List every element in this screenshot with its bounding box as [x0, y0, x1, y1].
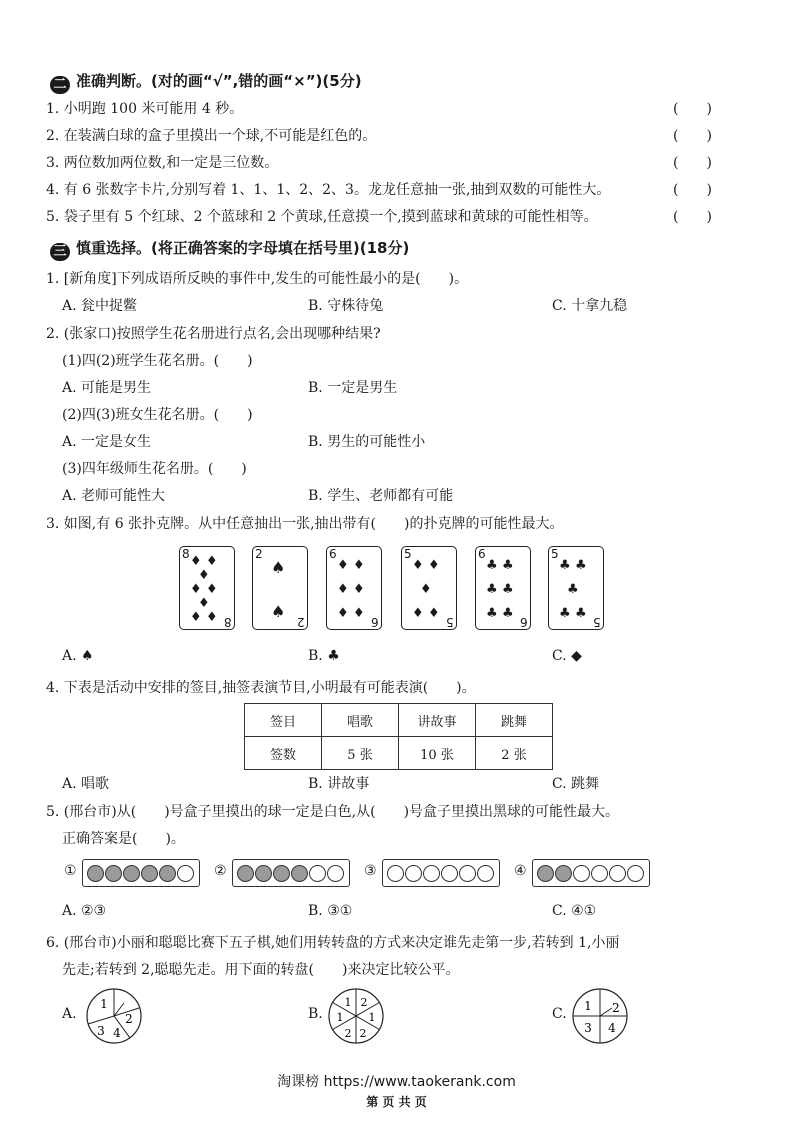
card-rank: 6 — [520, 615, 528, 629]
card-rank: 6 — [371, 615, 379, 629]
box-label: ④ — [514, 863, 527, 879]
playing-card — [179, 546, 235, 630]
spinner-b-label: 1 — [368, 1011, 376, 1024]
box-label: ③ — [364, 863, 377, 879]
q3-option-a[interactable]: A. ♠ — [62, 648, 94, 664]
judge-paren-2[interactable]: ( ) — [673, 128, 712, 144]
card-suit-icon: ♣ — [486, 606, 498, 621]
q3-option-c[interactable]: C. ◆ — [552, 648, 582, 664]
card-suit-icon: ♦ — [337, 582, 349, 597]
section3-heading — [50, 237, 409, 261]
choice-q6-line2: 先走;若转到 2,聪聪先走。用下面的转盘( )来决定比较公平。 — [62, 962, 460, 978]
choice-q5-line2: 正确答案是( )。 — [62, 831, 185, 847]
card-suit-icon: ♦ — [206, 554, 218, 569]
draw-table-row — [245, 737, 553, 770]
card-suit-icon: ♦ — [428, 606, 440, 621]
q1-option-a[interactable]: A. 瓮中捉鳖 — [62, 298, 138, 314]
spinner-c-label: 3 — [584, 1021, 592, 1035]
judge-item-3: 3. 两位数加两位数,和一定是三位数。 — [46, 155, 279, 171]
grey-ball — [537, 865, 554, 882]
q6-option-a[interactable]: A. — [62, 1006, 77, 1022]
q2-sub3-option-a[interactable]: A. 老师可能性大 — [62, 488, 166, 504]
judge-item-1: 1. 小明跑 100 米可能用 4 秒。 — [46, 101, 244, 117]
card-rank: 5 — [446, 615, 454, 629]
white-ball — [405, 865, 422, 882]
card-suit-icon: ♦ — [206, 582, 218, 597]
spinner-c — [570, 986, 630, 1046]
ball-box — [532, 859, 650, 887]
card-suit-icon: ♦ — [353, 558, 365, 573]
card-suit-icon: ♣ — [559, 558, 571, 573]
judge-paren-5[interactable]: ( ) — [673, 209, 712, 225]
white-ball — [459, 865, 476, 882]
box-label: ① — [64, 863, 77, 879]
white-ball — [177, 865, 194, 882]
section2-heading — [50, 70, 362, 94]
card-suit-icon: ♦ — [428, 558, 440, 573]
spinner-b-label: 2 — [344, 1027, 352, 1040]
grey-ball — [141, 865, 158, 882]
choice-q5: 5. (邢台市)从( )号盒子里摸出的球一定是白色,从( )号盒子里摸出黑球的可能性最大。 — [46, 804, 620, 820]
white-ball — [387, 865, 404, 882]
section3-badge: 三 — [50, 243, 70, 261]
judge-paren-3[interactable]: ( ) — [673, 155, 712, 171]
q4-option-a[interactable]: A. 唱歌 — [62, 776, 110, 792]
spinner-b-label: 2 — [360, 996, 368, 1009]
ball-box — [382, 859, 500, 887]
card-suit-icon: ♦ — [190, 582, 202, 597]
card-rank: 2 — [255, 547, 263, 561]
grey-ball — [237, 865, 254, 882]
playing-card — [548, 546, 604, 630]
white-ball — [423, 865, 440, 882]
spinner-a-label: 3 — [97, 1024, 105, 1038]
table-cell: 签数 — [245, 737, 322, 770]
q3-option-b[interactable]: B. ♣ — [308, 648, 340, 664]
q2-sub1: (1)四(2)班学生花名册。( ) — [62, 353, 253, 369]
q6-option-b[interactable]: B. — [308, 1006, 323, 1022]
q2-sub2: (2)四(3)班女生花名册。( ) — [62, 407, 253, 423]
judge-item-5: 5. 袋子里有 5 个红球、2 个蓝球和 2 个黄球,任意摸一个,摸到蓝球和黄球的可能性相等。 — [46, 209, 598, 225]
card-suit-icon: ♦ — [420, 582, 432, 597]
card-suit-icon: ♦ — [353, 606, 365, 621]
card-suit-icon: ♣ — [502, 558, 514, 573]
white-ball — [309, 865, 326, 882]
table-cell: 2 张 — [476, 737, 553, 770]
white-ball — [477, 865, 494, 882]
card-suit-icon: ♣ — [502, 606, 514, 621]
card-suit-icon: ♣ — [486, 582, 498, 597]
section2-badge: 二 — [50, 76, 70, 94]
card-suit-icon: ♣ — [575, 606, 587, 621]
playing-card — [401, 546, 457, 630]
footer-page: 第 页 共 页 — [366, 1095, 427, 1109]
choice-q1: 1. [新角度]下列成语所反映的事件中,发生的可能性最小的是( )。 — [46, 271, 469, 287]
q2-sub2-option-b[interactable]: B. 男生的可能性小 — [308, 434, 426, 450]
q4-option-b[interactable]: B. 讲故事 — [308, 776, 370, 792]
card-suit-icon: ♣ — [559, 606, 571, 621]
grey-ball — [159, 865, 176, 882]
playing-card — [475, 546, 531, 630]
card-rank: 5 — [404, 547, 412, 561]
q5-option-a[interactable]: A. ②③ — [62, 903, 107, 919]
card-suit-icon: ♣ — [567, 582, 579, 597]
card-rank: 5 — [551, 547, 559, 561]
card-suit-icon: ♦ — [190, 554, 202, 569]
card-suit-icon: ♦ — [353, 582, 365, 597]
card-rank: 8 — [224, 615, 232, 629]
table-cell: 签目 — [245, 704, 322, 737]
card-suit-icon: ♦ — [337, 558, 349, 573]
card-suit-icon: ♦ — [412, 558, 424, 573]
box-label: ② — [214, 863, 227, 879]
q2-sub2-option-a[interactable]: A. 一定是女生 — [62, 434, 152, 450]
q2-sub1-option-b[interactable]: B. 一定是男生 — [308, 380, 398, 396]
q5-option-c[interactable]: C. ④① — [552, 903, 597, 919]
card-suit-icon: ♣ — [486, 558, 498, 573]
table-cell: 唱歌 — [322, 704, 399, 737]
spinner-a — [84, 986, 144, 1046]
white-ball — [591, 865, 608, 882]
grey-ball — [87, 865, 104, 882]
card-suit-icon: ♦ — [412, 606, 424, 621]
spinner-a-label: 1 — [100, 997, 108, 1011]
q2-sub3-option-b[interactable]: B. 学生、老师都有可能 — [308, 488, 454, 504]
grey-ball — [291, 865, 308, 882]
judge-paren-4[interactable]: ( ) — [673, 182, 712, 198]
white-ball — [441, 865, 458, 882]
card-suit-icon: ♠ — [271, 602, 286, 621]
table-cell: 讲故事 — [399, 704, 476, 737]
white-ball — [627, 865, 644, 882]
card-rank: 5 — [593, 615, 601, 629]
spinner-b-label: 1 — [344, 996, 352, 1009]
ball-box — [232, 859, 350, 887]
card-rank: 8 — [182, 547, 190, 561]
spinner-b-label: 1 — [336, 1011, 344, 1024]
playing-card — [326, 546, 382, 630]
spinner-b — [326, 986, 386, 1046]
table-cell: 跳舞 — [476, 704, 553, 737]
card-suit-icon: ♦ — [190, 610, 202, 625]
table-cell: 10 张 — [399, 737, 476, 770]
judge-paren-1[interactable]: ( ) — [673, 101, 712, 117]
playing-card — [252, 546, 308, 630]
card-suit-icon: ♣ — [575, 558, 587, 573]
grey-ball — [123, 865, 140, 882]
spinner-a-label: 2 — [125, 1012, 133, 1026]
card-suit-icon: ♦ — [198, 596, 210, 611]
choice-q4: 4. 下表是活动中安排的签目,抽签表演节目,小明最有可能表演( )。 — [46, 680, 476, 696]
draw-table-header — [245, 704, 553, 737]
white-ball — [609, 865, 626, 882]
choice-q2: 2. (张家口)按照学生花名册进行点名,会出现哪种结果? — [46, 326, 381, 342]
card-suit-icon: ♦ — [206, 610, 218, 625]
card-rank: 6 — [329, 547, 337, 561]
card-rank: 6 — [478, 547, 486, 561]
judge-item-4: 4. 有 6 张数字卡片,分别写着 1、1、1、2、2、3。龙龙任意抽一张,抽到双数的可能性大。 — [46, 182, 611, 198]
footer-site[interactable]: 淘课榜 https://www.taokerank.com — [277, 1074, 516, 1090]
grey-ball — [105, 865, 122, 882]
q5-option-b[interactable]: B. ③① — [308, 903, 353, 919]
spinner-b-label: 2 — [359, 1027, 367, 1040]
choice-q3: 3. 如图,有 6 张扑克牌。从中任意抽出一张,抽出带有( )的扑克牌的可能性最大。 — [46, 516, 564, 532]
table-cell: 5 张 — [322, 737, 399, 770]
spinner-c-label: 2 — [612, 1001, 620, 1015]
grey-ball — [255, 865, 272, 882]
card-suit-icon: ♦ — [337, 606, 349, 621]
q1-option-c[interactable]: C. 十拿九稳 — [552, 298, 628, 314]
q1-option-b[interactable]: B. 守株待兔 — [308, 298, 384, 314]
ball-box — [82, 859, 200, 887]
card-rank: 2 — [297, 615, 305, 629]
q2-sub1-option-a[interactable]: A. 可能是男生 — [62, 380, 152, 396]
grey-ball — [273, 865, 290, 882]
spinner-a-label: 4 — [113, 1026, 121, 1040]
spinner-c-label: 1 — [584, 999, 592, 1013]
white-ball — [327, 865, 344, 882]
q4-option-c[interactable]: C. 跳舞 — [552, 776, 600, 792]
choice-q6: 6. (邢台市)小丽和聪聪比赛下五子棋,她们用转转盘的方式来决定谁先走第一步,若转到 1,小丽 — [46, 935, 620, 951]
card-suit-icon: ♦ — [198, 568, 210, 583]
judge-item-2: 2. 在装满白球的盒子里摸出一个球,不可能是红色的。 — [46, 128, 377, 144]
spinner-c-label: 4 — [608, 1021, 616, 1035]
card-suit-icon: ♠ — [271, 558, 286, 577]
q6-option-c[interactable]: C. — [552, 1006, 567, 1022]
section2-title: 准确判断。(对的画“√”,错的画“×”)(5分) — [76, 72, 362, 90]
white-ball — [573, 865, 590, 882]
grey-ball — [555, 865, 572, 882]
section3-title: 慎重选择。(将正确答案的字母填在括号里)(18分) — [76, 239, 410, 257]
q2-sub3: (3)四年级师生花名册。( ) — [62, 461, 247, 477]
card-suit-icon: ♣ — [502, 582, 514, 597]
draw-table — [244, 703, 553, 770]
